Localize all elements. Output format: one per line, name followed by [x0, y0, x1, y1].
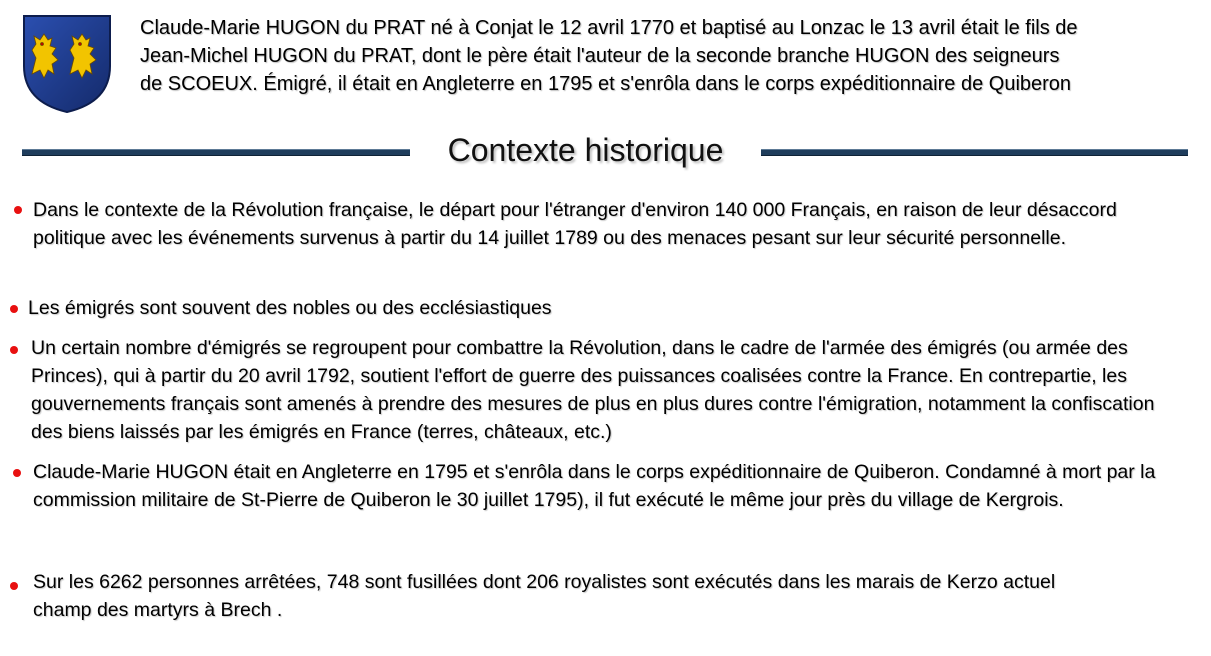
bullet-marker	[10, 582, 18, 590]
section-title: Contexte historique	[447, 132, 724, 168]
title-rule-right	[761, 149, 1188, 156]
bullet-item: Un certain nombre d'émigrés se regroupent pour combattre la Révolution, dans le cadre de l'armée des émigrés (ou armée des Princes), qui à partir du 20 avril 1792, soutient l'effort de guerre des puissances coalisées contre la France. En contrepartie, les gouvernements français sont amenés à prendre des mesures de plus en plus dures contre l'émigration, notamment la confiscation des biens laissés par les émigrés en France (terres, châteaux, etc.)	[31, 337, 1155, 443]
bullet-marker	[10, 346, 18, 354]
bullet-item: Sur les 6262 personnes arrêtées, 748 sont fusillées dont 206 royalistes sont exécutés dans les marais de Kerzo actuel champ des martyrs à Brech .	[33, 571, 1056, 621]
bullet-marker	[10, 305, 18, 313]
bullet-item: Les émigrés sont souvent des nobles ou des ecclésiastiques	[28, 297, 552, 319]
bullet-item: Claude-Marie HUGON était en Angleterre en 1795 et s'enrôla dans le corps expéditionnaire de Quiberon. Condamné à mort par la commission militaire de St-Pierre de Quiberon le 30 juillet 1795), il fut exécuté le même jour près du village de Kergrois.	[33, 461, 1156, 511]
coat-of-arms-icon	[22, 14, 112, 114]
intro-paragraph: Claude-Marie HUGON du PRAT né à Conjat le 12 avril 1770 et baptisé au Lonzac le 13 avril était le fils de Jean-Michel HUGON du PRAT, dont le père était l'auteur de la seconde branche HUGON des seigneurs de SCOEUX. Émigré, il était en Angleterre en 1795 et s'enrôla dans le corps expéditionnaire de Quiberon	[140, 17, 1078, 95]
title-rule-left	[22, 149, 410, 156]
bullet-marker	[14, 206, 22, 214]
bullet-marker	[13, 469, 21, 477]
bullet-item: Dans le contexte de la Révolution française, le départ pour l'étranger d'environ 140 000 Français, en raison de leur désaccord politique avec les événements survenus à partir du 14 juillet 1789 ou des menaces pesant sur leur sécurité personnelle.	[33, 199, 1117, 249]
